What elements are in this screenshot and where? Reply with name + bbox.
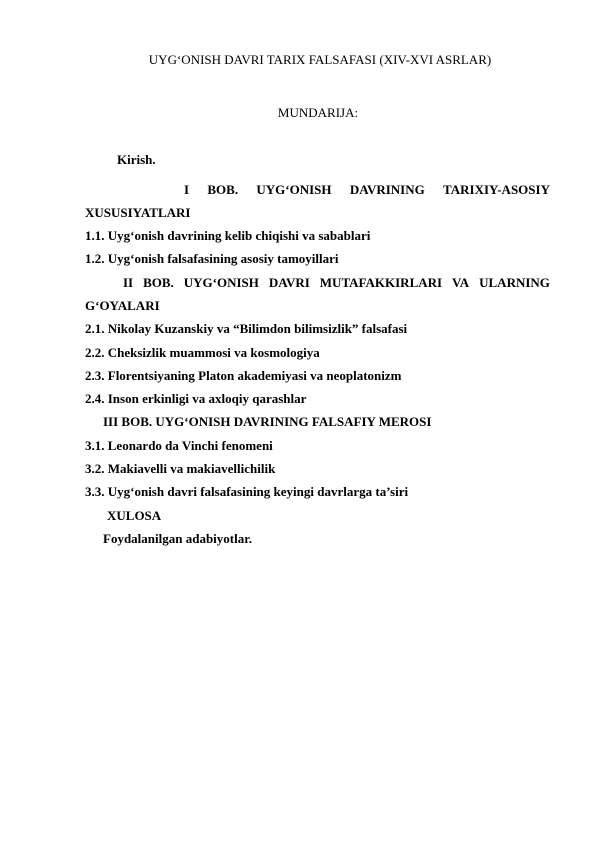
- toc-entry-section-1-1: 1.1. Uyg‘onish davrining kelib chiqishi va sabablari: [85, 228, 371, 243]
- toc-entry-section-3-1: 3.1. Leonardo da Vinchi fenomeni: [85, 438, 273, 453]
- toc-word: VA: [452, 275, 470, 290]
- toc-entry-references: Foydalanilgan adabiyotlar.: [103, 531, 253, 546]
- toc-entry-section-2-3: 2.3. Florentsiyaning Platon akademiyasi va neoplatonizm: [85, 368, 402, 383]
- toc-word: DAVRI: [268, 275, 310, 290]
- toc-entry-section-2-2: 2.2. Cheksizlik muammosi va kosmologiya: [85, 345, 320, 360]
- toc-word: I: [184, 182, 190, 197]
- toc-word: UYG‘ONISH: [183, 275, 259, 290]
- toc-word: DAVRINING: [349, 182, 425, 197]
- toc-entry-chapter-2: [123, 275, 550, 291]
- toc-entry-intro: Kirish.: [117, 152, 156, 167]
- toc-word: BOB.: [207, 182, 239, 197]
- toc-entry-section-3-2: 3.2. Makiavelli va makiavellichilik: [85, 461, 276, 476]
- toc-entry-section-2-1: 2.1. Nikolay Kuzanskiy va “Bilimdon bilimsizlik” falsafasi: [85, 321, 408, 336]
- document-title: UYG‘ONISH DAVRI TARIX FALSAFASI (XIV-XVI ASRLAR): [148, 52, 492, 67]
- toc-entry-chapter-2-cont: G‘OYALARI: [85, 298, 160, 313]
- toc-entry-chapter-3: III BOB. UYG‘ONISH DAVRINING FALSAFIY MEROSI: [103, 414, 432, 429]
- toc-entry-section-3-3: 3.3. Uyg‘onish davri falsafasining keyingi davrlarga ta’siri: [85, 484, 409, 499]
- toc-word: BOB.: [143, 275, 174, 290]
- toc-entry-section-2-4: 2.4. Inson erkinligi va axloqiy qarashlar: [85, 391, 307, 406]
- toc-heading: MUNDARIJA:: [277, 105, 359, 120]
- toc-word: TARIXIY-ASOSIY: [443, 182, 550, 197]
- toc-entry-section-1-2: 1.2. Uyg‘onish falsafasining asosiy tamoyillari: [85, 251, 339, 266]
- toc-entry-chapter-1: [184, 182, 550, 198]
- toc-word: UYG‘ONISH: [256, 182, 332, 197]
- toc-entry-chapter-1-cont: XUSUSIYATLARI: [85, 205, 191, 220]
- toc-word: ULARNING: [479, 275, 550, 290]
- toc-entry-conclusion: XULOSA: [107, 508, 162, 523]
- toc-word: MUTAFAKKIRLARI: [319, 275, 443, 290]
- toc-word: II: [123, 275, 134, 290]
